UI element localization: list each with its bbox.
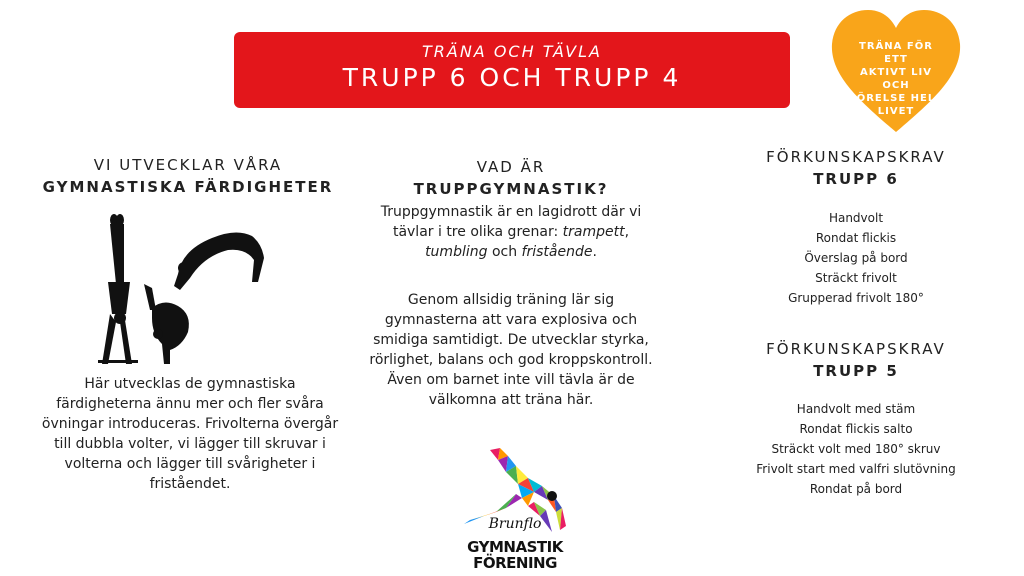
list-item: Rondat flickis (815, 231, 897, 245)
heart-slogan (846, 40, 946, 118)
list-item: Överslag på bord (804, 251, 908, 265)
requirements-list-trupp-6 (740, 208, 972, 308)
heart-line: RÖRELSE HELA (848, 93, 944, 104)
middle-paragraph-1 (366, 202, 656, 262)
tumbling-text: tumbling (425, 244, 488, 260)
fristaende-text: fristående (521, 244, 593, 260)
left-paragraph: Här utvecklas de gymnastiska färdigheterna ännu mer och fler svåra övningar introduceras. Frivolterna övergår till dubbla volter, vi lägger till skruvar i volterna och lägger till svårigheter i friståendet. (41, 376, 339, 492)
list-item: Sträckt frivolt (815, 271, 897, 285)
paragraph-text: , (624, 224, 630, 240)
list-item: Rondat på bord (809, 482, 903, 496)
requirements-heading-trupp-6 (740, 148, 972, 188)
requirements-heading-line-2: TRUPP 6 (813, 170, 899, 188)
heart-line: LIVET (877, 106, 915, 117)
left-heading-line-1: VI UTVECKLAR VÅRA (93, 156, 283, 174)
paragraph-text: Truppgymnastik är en lagidrott där vi tävlar i tre olika grenar: (380, 204, 642, 240)
requirements-heading-line-1: FÖRKUNSKAPSKRAV (766, 148, 946, 166)
requirements-heading-line-2: TRUPP 5 (813, 362, 899, 380)
requirements-heading-line-1: FÖRKUNSKAPSKRAV (766, 340, 946, 358)
trampett-text: trampett (562, 224, 625, 240)
banner-title: TRUPP 6 OCH TRUPP 4 (342, 63, 682, 92)
list-item: Rondat flickis salto (799, 422, 913, 436)
heart-line: AKTIVT LIV OCH (860, 67, 932, 91)
requirements-heading-trupp-5 (740, 340, 972, 380)
gymnast-silhouettes-icon (96, 214, 272, 364)
list-item: Sträckt volt med 180° skruv (771, 442, 941, 456)
list-item: Handvolt (828, 211, 884, 225)
logo-text-line-2: FÖRENING (473, 554, 557, 572)
title-banner (234, 32, 790, 108)
paragraph-text: och (487, 244, 522, 260)
heart-line: TRÄNA FÖR ETT (859, 41, 933, 65)
middle-heading (382, 158, 640, 198)
logo-script-text: Brunflo (488, 516, 542, 532)
banner-subtitle: TRÄNA OCH TÄVLA (422, 42, 602, 61)
middle-paragraph-2: Genom allsidig träning lär sig gymnasterna att vara explosiva och smidiga samtidigt. De utvecklar styrka, rörlighet, balans och god kroppskontroll. Även om barnet inte vill tävla är de välkomna att träna här. (369, 292, 653, 408)
left-heading (30, 156, 346, 196)
list-item: Grupperad frivolt 180° (788, 291, 924, 305)
middle-heading-line-1: VAD ÄR (476, 158, 546, 176)
middle-heading-line-2: TRUPPGYMNASTIK? (413, 180, 609, 198)
requirements-list-trupp-5 (730, 399, 982, 499)
logo-text-line-1: GYMNASTIK (467, 538, 563, 556)
list-item: Frivolt start med valfri slutövning (756, 462, 956, 476)
paragraph-text: . (592, 244, 597, 260)
list-item: Handvolt med stäm (796, 402, 916, 416)
left-heading-line-2: GYMNASTISKA FÄRDIGHETER (42, 178, 334, 196)
